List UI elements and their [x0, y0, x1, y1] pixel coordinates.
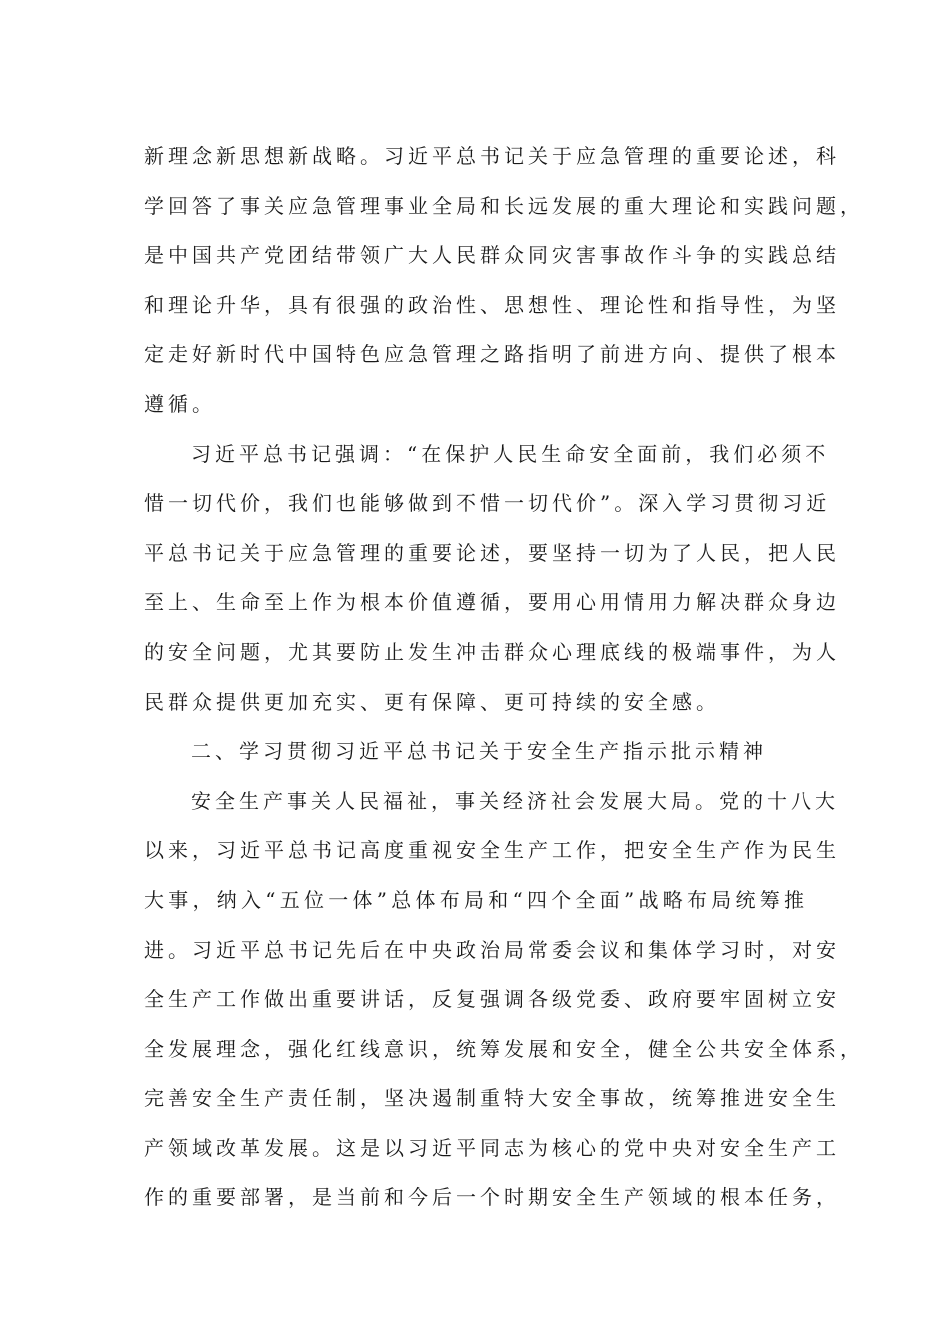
- text-line: 的安全问题，尤其要防止发生冲击群众心理底线的极端事件，为人: [144, 639, 840, 664]
- text-line: 完善安全生产责任制，坚决遏制重特大安全事故，统筹推进安全生: [144, 1086, 840, 1111]
- text-line: 定走好新时代中国特色应急管理之路指明了前进方向、提供了根本: [144, 342, 840, 367]
- text-line: 和理论升华，具有很强的政治性、思想性、理论性和指导性，为坚: [144, 292, 840, 317]
- text-line: 安全生产事关人民福祉，事关经济社会发展大局。党的十八大: [191, 788, 839, 813]
- text-line: 作的重要部署，是当前和今后一个时期安全生产领域的根本任务，: [144, 1185, 840, 1210]
- text-line: 以来，习近平总书记高度重视安全生产工作，把安全生产作为民生: [144, 838, 840, 863]
- text-line: 全生产工作做出重要讲话，反复强调各级党委、政府要牢固树立安: [144, 987, 840, 1012]
- text-line: 是中国共产党团结带领广大人民群众同灾害事故作斗争的实践总结: [144, 243, 840, 268]
- text-line: 全发展理念，强化红线意识，统筹发展和安全，健全公共安全体系，: [144, 1036, 864, 1061]
- text-line: 新理念新思想新战略。习近平总书记关于应急管理的重要论述，科: [144, 144, 840, 168]
- text-line: 学回答了事关应急管理事业全局和长远发展的重大理论和实践问题，: [144, 193, 864, 218]
- text-line: 平总书记关于应急管理的重要论述，要坚持一切为了人民，把人民: [144, 540, 840, 565]
- text-line: 大事，纳入“五位一体”总体布局和“四个全面”战略布局统筹推: [144, 887, 808, 912]
- text-line: 进。习近平总书记先后在中央政治局常委会议和集体学习时，对安: [144, 937, 840, 962]
- text-line: 惜一切代价，我们也能够做到不惜一切代价”。深入学习贯彻习近: [144, 491, 831, 516]
- text-line: 习近平总书记强调：“在保护人民生命安全面前，我们必须不: [191, 441, 830, 466]
- section-heading: 二、学习贯彻习近平总书记关于安全生产指示批示精神: [191, 739, 767, 764]
- body-text: [144, 132, 864, 1223]
- text-line: 至上、生命至上作为根本价值遵循，要用心用情用力解决群众身边: [144, 590, 840, 615]
- text-line: 产领域改革发展。这是以习近平同志为核心的党中央对安全生产工: [144, 1135, 840, 1160]
- text-line: 民群众提供更加充实、更有保障、更可持续的安全感。: [144, 689, 720, 714]
- text-line: 遵循。: [144, 391, 216, 416]
